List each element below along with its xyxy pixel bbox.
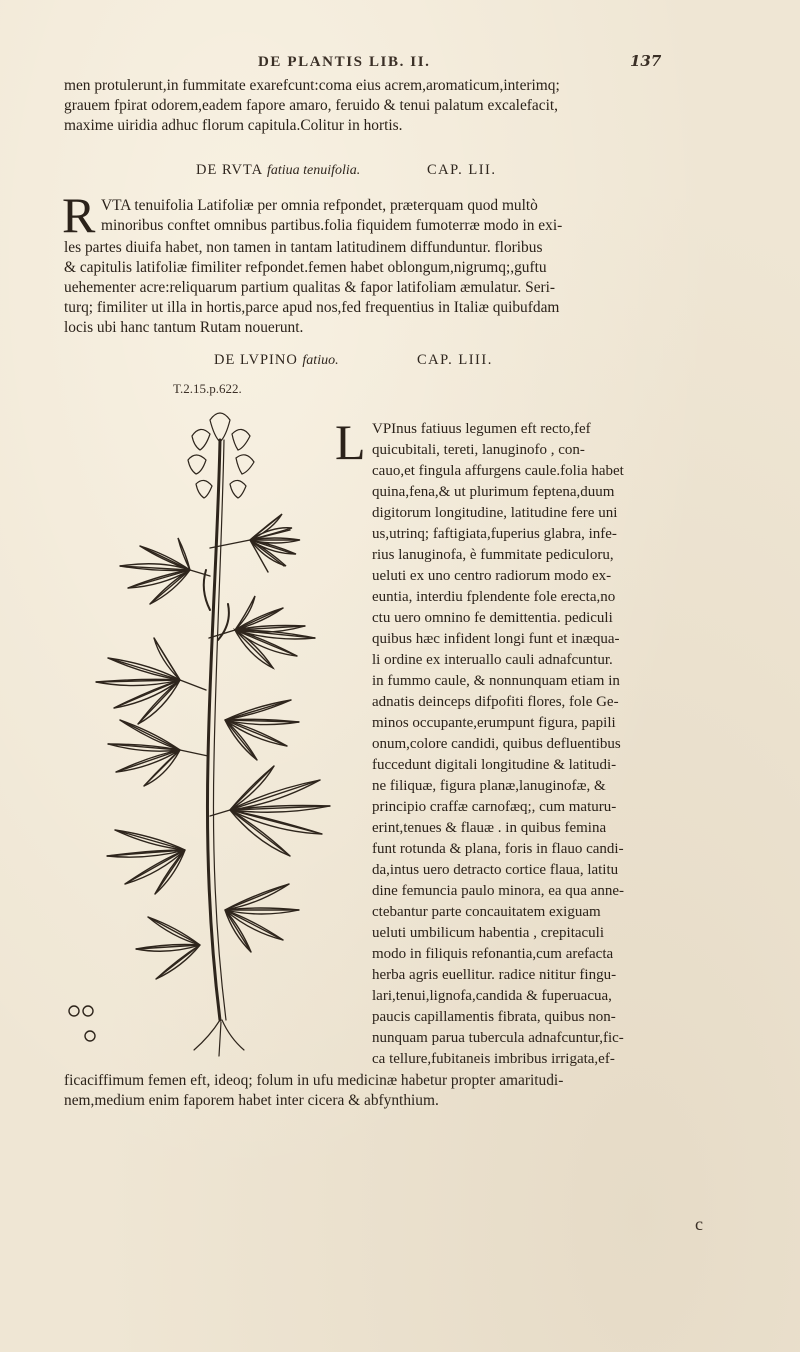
- lupinus-line: quina,fena,& ut plurimum feptena,duum: [372, 484, 615, 500]
- lupinus-line: quibus hæc infident longi funt et inæqua-: [372, 631, 620, 647]
- figure-reference: T.2.15.p.622.: [173, 381, 242, 396]
- lupinus-line: ueluti umbilicum habentia , crepitaculi: [372, 925, 605, 941]
- lupinus-line: da,intus uero detracto cortice flaua, latitu: [372, 862, 619, 878]
- intro-line: men protulerunt,in fummitate exarefcunt:coma eius acrem,aromaticum,interimq;: [64, 77, 560, 94]
- intro-line: maxime uiridia adhuc florum capitula.Colitur in hortis.: [64, 117, 403, 134]
- lupinus-line: minos occupante,erumpunt figura, papili: [372, 715, 616, 731]
- lupinus-line: fuccedunt digitali longitudine & latitudi-: [372, 757, 617, 773]
- ruta-heading: [196, 162, 360, 179]
- lupinus-line: modo in filiquis refonantia,cum arefacta: [372, 946, 614, 962]
- lupinus-line: erint,tenues & flauæ . in quibus femina: [372, 820, 607, 836]
- lupinus-line: euntia, interdiu fplendente fole erecta,no: [372, 589, 616, 605]
- ruta-heading-italic: fatiua tenuifolia.: [266, 163, 361, 178]
- lupinus-line: paucis capillamentis fibrata, quibus non-: [372, 1009, 616, 1025]
- ruta-chapter: CAP. LII.: [427, 162, 497, 178]
- lupinus-line: in fummo caule, & nonnunquam etiam in: [372, 673, 620, 689]
- lupinus-line: rius lanuginofa, è fummitate pediculoru,: [372, 547, 614, 563]
- lupinus-final-line: ficaciffimum femen eft, ideoq; folum in ufu medicinæ habetur propter amaritudi-: [64, 1072, 564, 1089]
- ruta-line: VTA tenuifolia Latifoliæ per omnia refpondet, præterquam quod multò: [101, 197, 538, 214]
- lupinus-line: quicubitali, tereti, lanuginofo , con-: [372, 442, 585, 458]
- lupinus-chapter: CAP. LIII.: [417, 352, 493, 368]
- lupinus-line: ueluti ex uno centro radiorum modo ex-: [372, 568, 612, 584]
- intro-line: grauem fpirat odorem,eadem fapore amaro, feruido & tenui palatum excalefacit,: [64, 97, 558, 114]
- lupinus-line: ctu uero omnino fe demittentia. pediculi: [372, 610, 613, 626]
- lupinus-line: herba agris euellitur. radice nititur fingu-: [372, 967, 617, 983]
- ruta-line: minoribus conftet omnibus partibus.folia fiquidem fumoterræ modo in exi-: [101, 217, 563, 234]
- lupine-woodcut-illustration: [60, 400, 360, 1060]
- lupinus-line: lari,tenui,lignofa,candida & fuperuacua,: [372, 988, 612, 1004]
- lupinus-heading: [214, 352, 339, 369]
- ruta-dropcap: R: [62, 187, 96, 243]
- lupinus-line: funt rotunda & plana, foris in flauo candi-: [372, 841, 624, 857]
- folio-number: 137: [630, 52, 662, 70]
- running-head: DE PLANTIS LIB. II.: [258, 54, 431, 70]
- ruta-line: locis ubi hanc tantum Rutam nouerunt.: [64, 319, 304, 336]
- lupinus-dropcap: L: [335, 414, 366, 470]
- signature-mark: c: [695, 1214, 703, 1234]
- lupinus-line: nunquam parua tubercula adnafcuntur,fic-: [372, 1030, 624, 1046]
- ruta-line: turq; fimiliter ut illa in hortis,parce apud nos,fed frequentius in Italiæ quibufdam: [64, 299, 560, 316]
- lupinus-line: digitorum longitudine, latitudine fere uni: [372, 505, 618, 521]
- ruta-line: uehementer acre:reliquarum partium qualitas & fapor latifoliam æmulatur. Seri-: [64, 279, 556, 296]
- lupinus-line: onum,colore candidi, quibus defluentibus: [372, 736, 621, 752]
- lupinus-line: dine femuncia paulo minora, ea qua anne-: [372, 883, 624, 899]
- lupinus-line: principio craffæ carnofæq;, cum maturu-: [372, 799, 617, 815]
- lupinus-line: adnatis deinceps difpofiti flores, fole Ge-: [372, 694, 619, 710]
- lupinus-line: cauo,et fingula affurgens caule.folia habet: [372, 463, 624, 479]
- lupinus-heading-italic: fatiuo.: [302, 353, 339, 368]
- lupinus-line: VPInus fatiuus legumen eft recto,fef: [372, 421, 591, 437]
- ruta-heading-text: DE RVTA: [196, 162, 263, 178]
- lupinus-line: ca tellure,fubitaneis imbribus irrigata,ef-: [372, 1051, 615, 1067]
- lupinus-line: ne filiquæ, figura planæ,lanuginofæ, &: [372, 778, 606, 794]
- lupinus-line: li ordine ex interuallo cauli adnafcuntur.: [372, 652, 613, 668]
- lupinus-final-line: nem,medium enim faporem habet inter cicera & abfynthium.: [64, 1092, 439, 1109]
- ruta-line: les partes diuifa habet, non tamen in tantam latitudinem diffunduntur. floribus: [64, 239, 543, 256]
- lupinus-line: ctebantur parte concauitatem exiguam: [372, 904, 601, 920]
- ruta-line: & capitulis latifoliæ fimiliter refpondet.femen habet oblongum,nigrumq;,guftu: [64, 259, 547, 276]
- lupinus-heading-text: DE LVPINO: [214, 352, 298, 368]
- lupinus-line: us,utrinq; faftigiata,fuperius glabra, infe-: [372, 526, 617, 542]
